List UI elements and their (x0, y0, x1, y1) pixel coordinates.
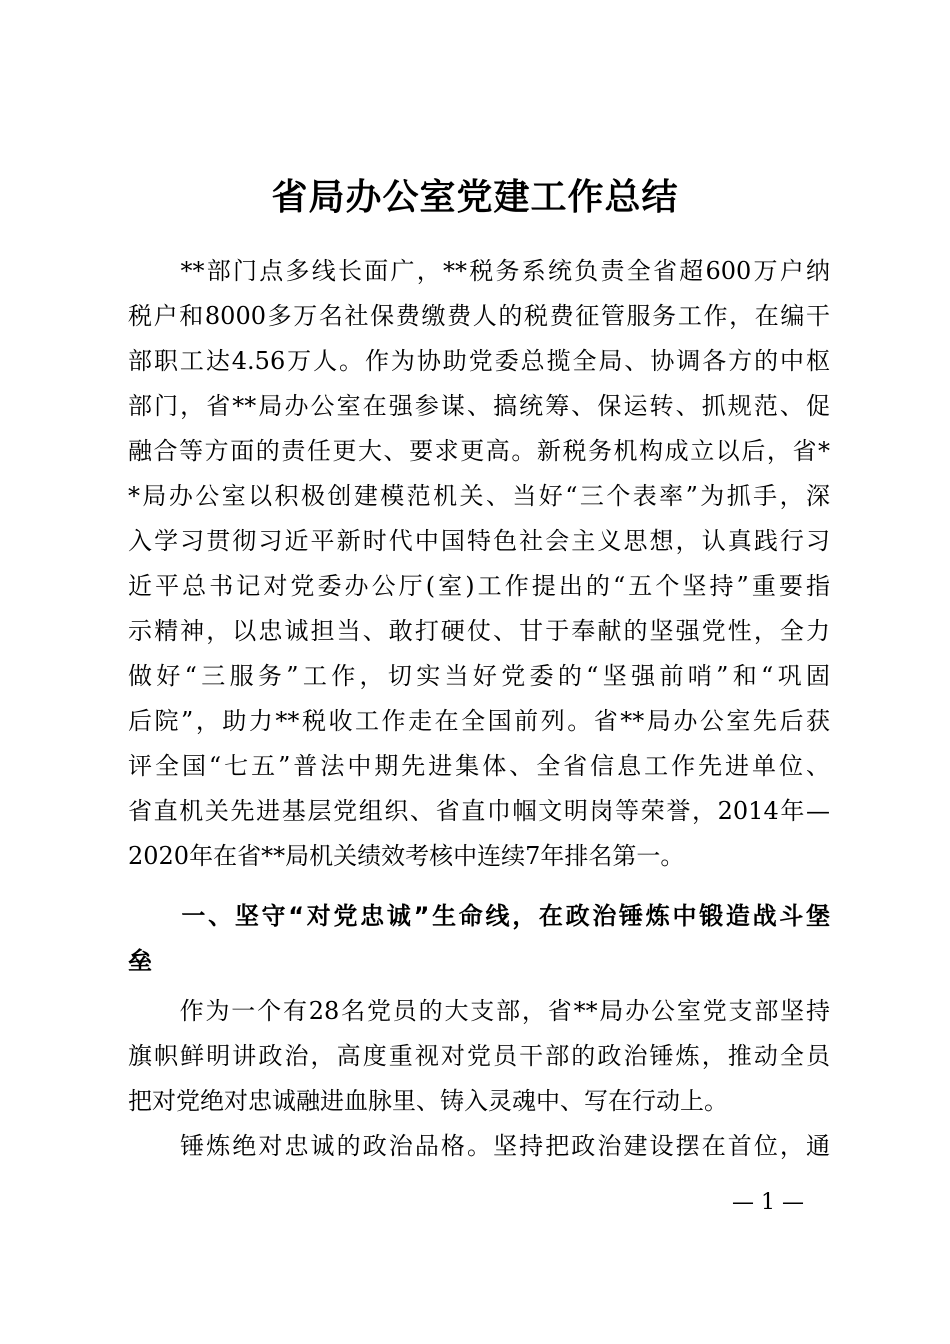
paragraph-line: 税户和8000多万名社保费缴费人的税费征管服务工作，在编干 (128, 302, 830, 330)
paragraph-line: 把对党绝对忠诚融进血脉里、铸入灵魂中、写在行动上。 (128, 1087, 728, 1115)
paragraph-line: 融合等方面的责任更大、要求更高。新税务机构成立以后，省* (128, 437, 830, 465)
document-title: 省局办公室党建工作总结 (271, 177, 679, 218)
paragraph-line: 后院”，助力**税收工作走在全国前列。省**局办公室先后获 (128, 707, 830, 735)
paragraph-line: 部门，省**局办公室在强参谋、搞统筹、保运转、抓规范、促 (128, 392, 830, 420)
section-heading-line: 垒 (128, 947, 152, 975)
section-heading-line: 一、坚守“对党忠诚”生命线，在政治锤炼中锻造战斗堡 (128, 902, 830, 930)
paragraph-line: 作为一个有28名党员的大支部，省**局办公室党支部坚持 (128, 997, 830, 1025)
paragraph-line: 2020年在省**局机关绩效考核中连续7年排名第一。 (128, 842, 685, 870)
paragraph-line: **部门点多线长面广，**税务系统负责全省超600万户纳 (128, 257, 830, 285)
paragraph-line: 省直机关先进基层党组织、省直巾帼文明岗等荣誉，2014年— (128, 797, 830, 825)
paragraph-line: 部职工达4.56万人。作为协助党委总揽全局、协调各方的中枢 (128, 347, 830, 375)
paragraph-line: 评全国“七五”普法中期先进集体、全省信息工作先进单位、 (128, 752, 830, 780)
paragraph-line: 旗帜鲜明讲政治，高度重视对党员干部的政治锤炼，推动全员 (128, 1042, 830, 1070)
paragraph-line: 锤炼绝对忠诚的政治品格。坚持把政治建设摆在首位，通 (128, 1132, 830, 1160)
page-number: — 1 — (732, 1190, 804, 1215)
paragraph-line: 做好“三服务”工作，切实当好党委的“坚强前哨”和“巩固 (128, 662, 830, 690)
paragraph-line: 示精神，以忠诚担当、敢打硬仗、甘于奉献的坚强党性，全力 (128, 617, 830, 645)
paragraph-line: 入学习贯彻习近平新时代中国特色社会主义思想，认真践行习 (128, 527, 830, 555)
paragraph-line: *局办公室以积极创建模范机关、当好“三个表率”为抓手，深 (128, 482, 830, 510)
paragraph-line: 近平总书记对党委办公厅(室)工作提出的“五个坚持”重要指 (128, 572, 830, 600)
